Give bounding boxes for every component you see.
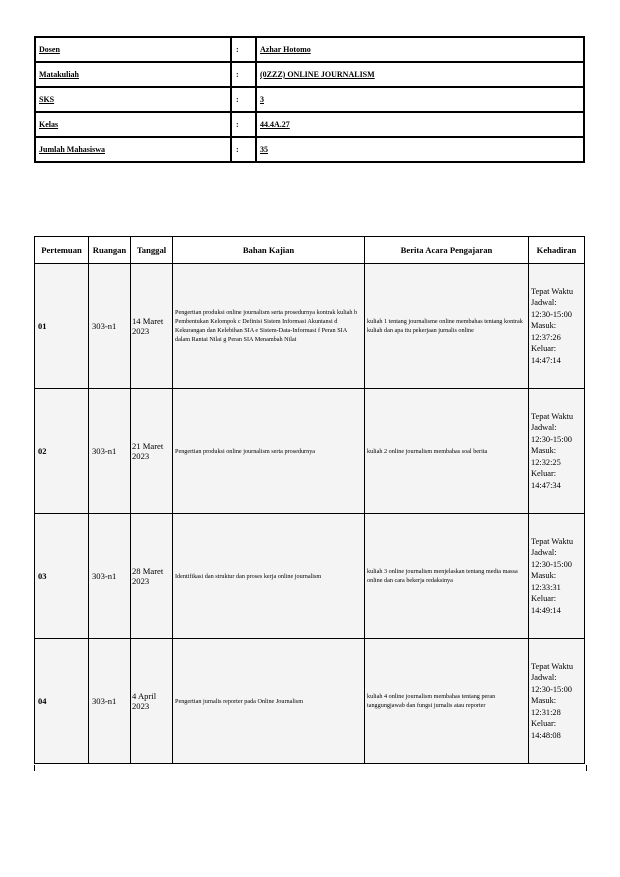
info-row-credits bbox=[35, 87, 584, 112]
info-label: Jumlah Mahasiswa bbox=[35, 137, 231, 162]
report-cell: kuliah 2 online journalism membahas soal berita bbox=[365, 389, 529, 514]
header-material: Bahan Kajian bbox=[173, 237, 365, 264]
info-value: Azhar Hotomo bbox=[256, 37, 584, 62]
info-value: 3 bbox=[256, 87, 584, 112]
room-cell: 303-n1 bbox=[89, 514, 131, 639]
meeting-number: 02 bbox=[35, 389, 89, 514]
table-row bbox=[35, 514, 585, 639]
meeting-number: 04 bbox=[35, 639, 89, 764]
header-report: Berita Acara Pengajaran bbox=[365, 237, 529, 264]
date-cell: 14 Maret 2023 bbox=[131, 264, 173, 389]
table-row bbox=[35, 264, 585, 389]
report-cell: kuliah 1 tentang journalisme online membahas tentang kontrak kuliah dan apa itu pekerjaan jurnalis online bbox=[365, 264, 529, 389]
header-attendance: Kehadiran bbox=[529, 237, 585, 264]
attendance-cell: Tepat Waktu Jadwal: 12:30-15:00 Masuk: 12:31:28 Keluar: 14:48:08 bbox=[529, 639, 585, 764]
info-row-students bbox=[35, 137, 584, 162]
header-meeting: Pertemuan bbox=[35, 237, 89, 264]
material-cell: Pengertian jurnalis reporter pada Online Journalism bbox=[173, 639, 365, 764]
info-separator: : bbox=[231, 137, 256, 162]
attendance-cell: Tepat Waktu Jadwal: 12:30-15:00 Masuk: 12:32:25 Keluar: 14:47:34 bbox=[529, 389, 585, 514]
meeting-number: 01 bbox=[35, 264, 89, 389]
room-cell: 303-n1 bbox=[89, 389, 131, 514]
info-row-lecturer bbox=[35, 37, 584, 62]
info-label: Dosen bbox=[35, 37, 231, 62]
date-cell: 4 April 2023 bbox=[131, 639, 173, 764]
info-value: 44.4A.27 bbox=[256, 112, 584, 137]
table-row bbox=[35, 639, 585, 764]
info-separator: : bbox=[231, 87, 256, 112]
room-cell: 303-n1 bbox=[89, 639, 131, 764]
info-separator: : bbox=[231, 37, 256, 62]
report-cell: kuliah 3 online journalism menjelaskan tentang media massa online dan cara bekerja redaksinya bbox=[365, 514, 529, 639]
material-cell: Pengertian produksi online journalism serta prosedurnya bbox=[173, 389, 365, 514]
attendance-cell: Tepat Waktu Jadwal: 12:30-15:00 Masuk: 12:37:26 Keluar: 14:47:14 bbox=[529, 264, 585, 389]
table-continuation-edge bbox=[34, 765, 587, 771]
header-date: Tanggal bbox=[131, 237, 173, 264]
material-cell: Pengertian produksi online journalism serta prosedurnya kontrak kuliah b Pembentukan Kelompok c Definisi Sistem Informasi Akuntansi d Kekurangan dan Kelebihan SIA e Sistem-Data-Informasi f Peran SIA dalam Rantai Nilai g Peran SIA Menambah Nilai bbox=[173, 264, 365, 389]
date-cell: 21 Maret 2023 bbox=[131, 389, 173, 514]
date-cell: 28 Maret 2023 bbox=[131, 514, 173, 639]
material-cell: Identifikasi dan struktur dan proses kerja online journalism bbox=[173, 514, 365, 639]
info-separator: : bbox=[231, 62, 256, 87]
info-value: (0ZZZ) ONLINE JOURNALISM bbox=[256, 62, 584, 87]
schedule-header-row bbox=[35, 237, 585, 264]
room-cell: 303-n1 bbox=[89, 264, 131, 389]
teaching-schedule-table bbox=[34, 236, 585, 764]
info-row-course bbox=[35, 62, 584, 87]
info-label: Kelas bbox=[35, 112, 231, 137]
attendance-cell: Tepat Waktu Jadwal: 12:30-15:00 Masuk: 12:33:31 Keluar: 14:49:14 bbox=[529, 514, 585, 639]
info-value: 35 bbox=[256, 137, 584, 162]
report-cell: kuliah 4 online journalism membahas tentang peran tanggungjawab dan fungsi jurnalis atau reporter bbox=[365, 639, 529, 764]
meeting-number: 03 bbox=[35, 514, 89, 639]
info-row-class bbox=[35, 112, 584, 137]
info-label: Matakuliah bbox=[35, 62, 231, 87]
course-info-table bbox=[34, 36, 585, 163]
table-row bbox=[35, 389, 585, 514]
header-room: Ruangan bbox=[89, 237, 131, 264]
info-separator: : bbox=[231, 112, 256, 137]
info-label: SKS bbox=[35, 87, 231, 112]
